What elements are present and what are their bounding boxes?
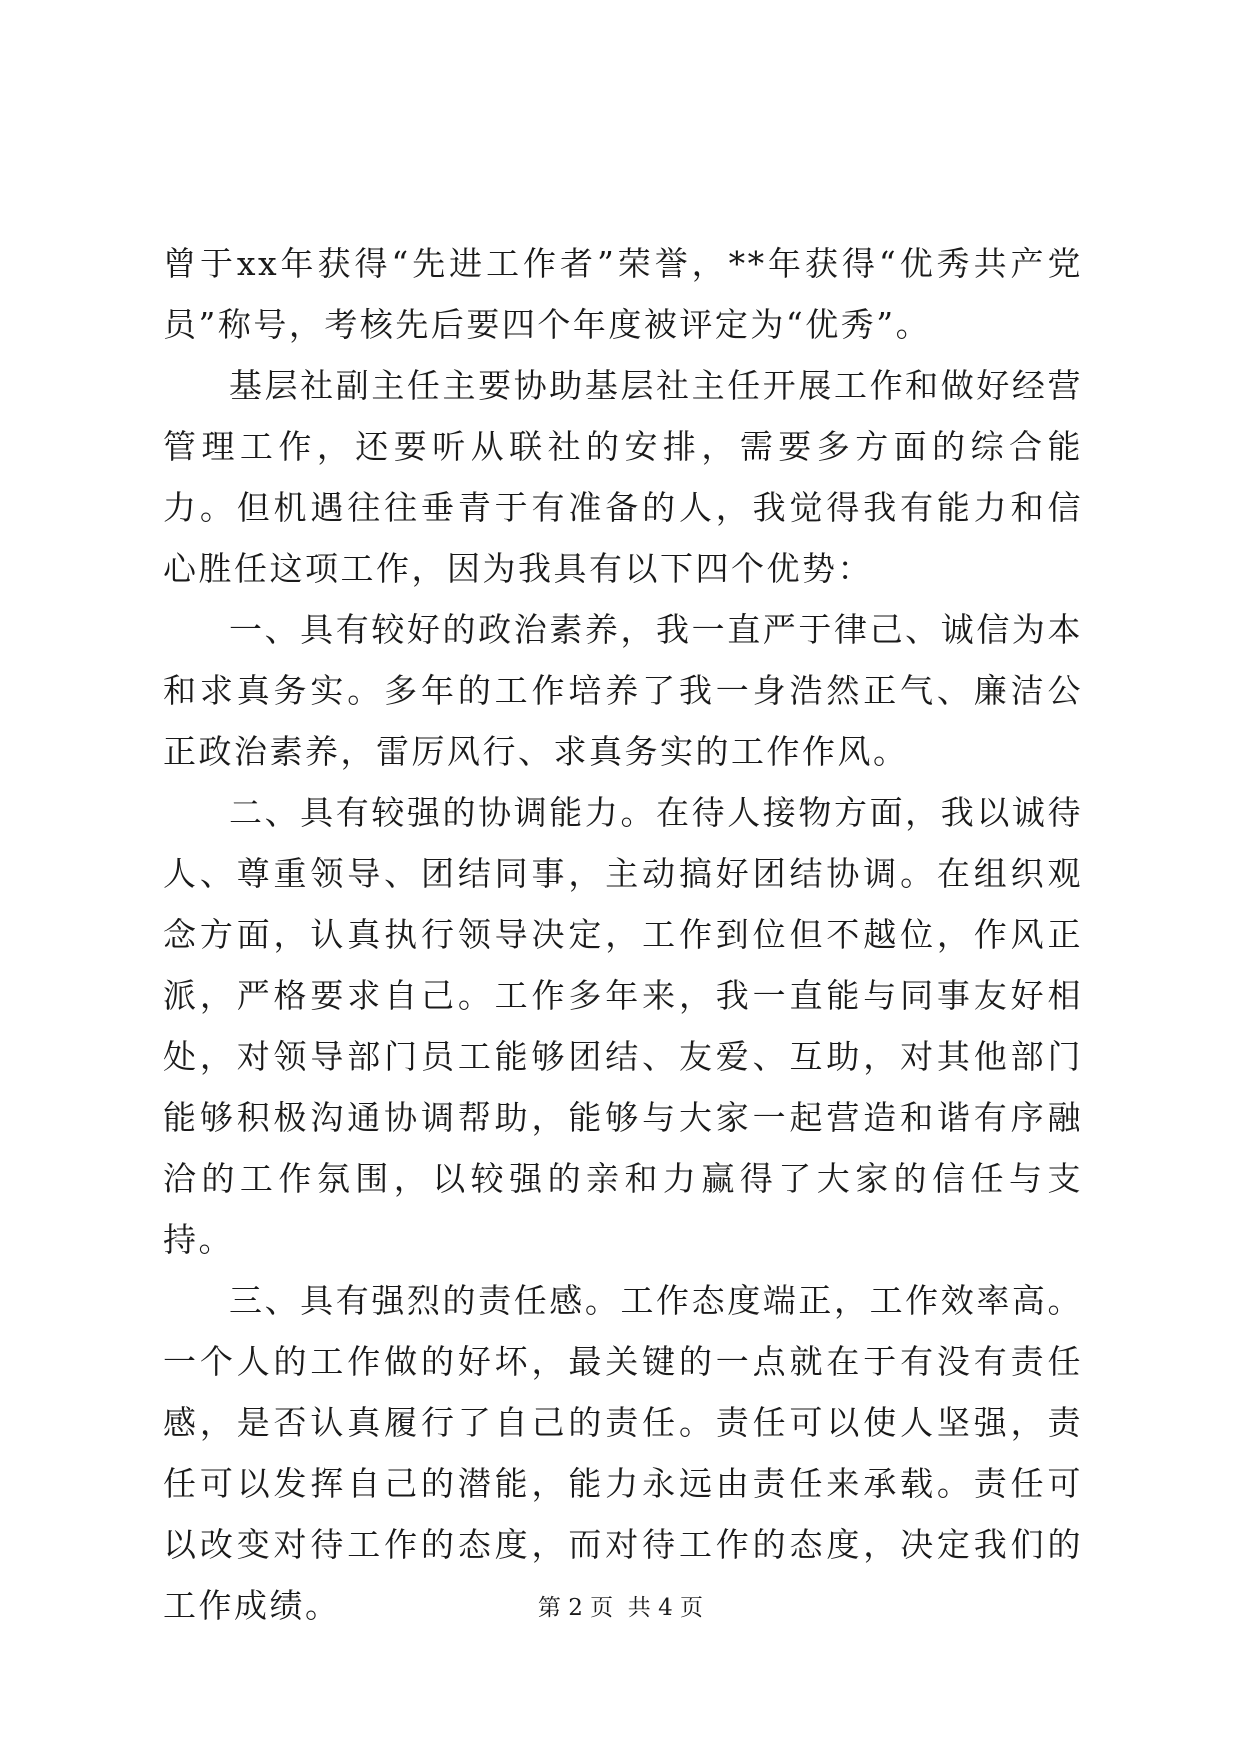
paragraph-4: 二、具有较强的协调能力。在待人接物方面，我以诚待人、尊重领导、团结同事，主动搞好团结协调。在组织观念方面，认真执行领导决定，工作到位但不越位，作风正派，严格要求自己。工作多年来，我一直能与同事友好相处，对领导部门员工能够团结、友爱、互助，对其他部门能够积极沟通协调帮助，能够与大家一起营造和谐有序融洽的工作氛围，以较强的亲和力赢得了大家的信任与支持。 [163,793,1083,1259]
paragraph-2: 基层社副主任主要协助基层社主任开展工作和做好经营管理工作，还要听从联社的安排，需要多方面的综合能力。但机遇往往垂青于有准备的人，我觉得我有能力和信心胜任这项工作，因为我具有以下四个优势： [163,366,1083,588]
page-footer [0,1589,1241,1622]
paragraph-1: 曾于xx年获得“先进工作者”荣誉，**年获得“优秀共产党员”称号，考核先后要四个年度被评定为“优秀”。 [163,244,1083,344]
page-number-label: 第 2 页 共 4 页 [537,1595,704,1621]
document-body [163,233,1083,1636]
paragraph-3: 一、具有较好的政治素养，我一直严于律己、诚信为本和求真务实。多年的工作培养了我一身浩然正气、廉洁公正政治素养，雷厉风行、求真务实的工作作风。 [163,610,1083,771]
paragraph-5: 三、具有强烈的责任感。工作态度端正，工作效率高。一个人的工作做的好坏，最关键的一点就在于有没有责任感，是否认真履行了自己的责任。责任可以使人坚强，责任可以发挥自己的潜能，能力永远由责任来承载。责任可以改变对待工作的态度，而对待工作的态度，决定我们的工作成绩。 [163,1281,1083,1625]
